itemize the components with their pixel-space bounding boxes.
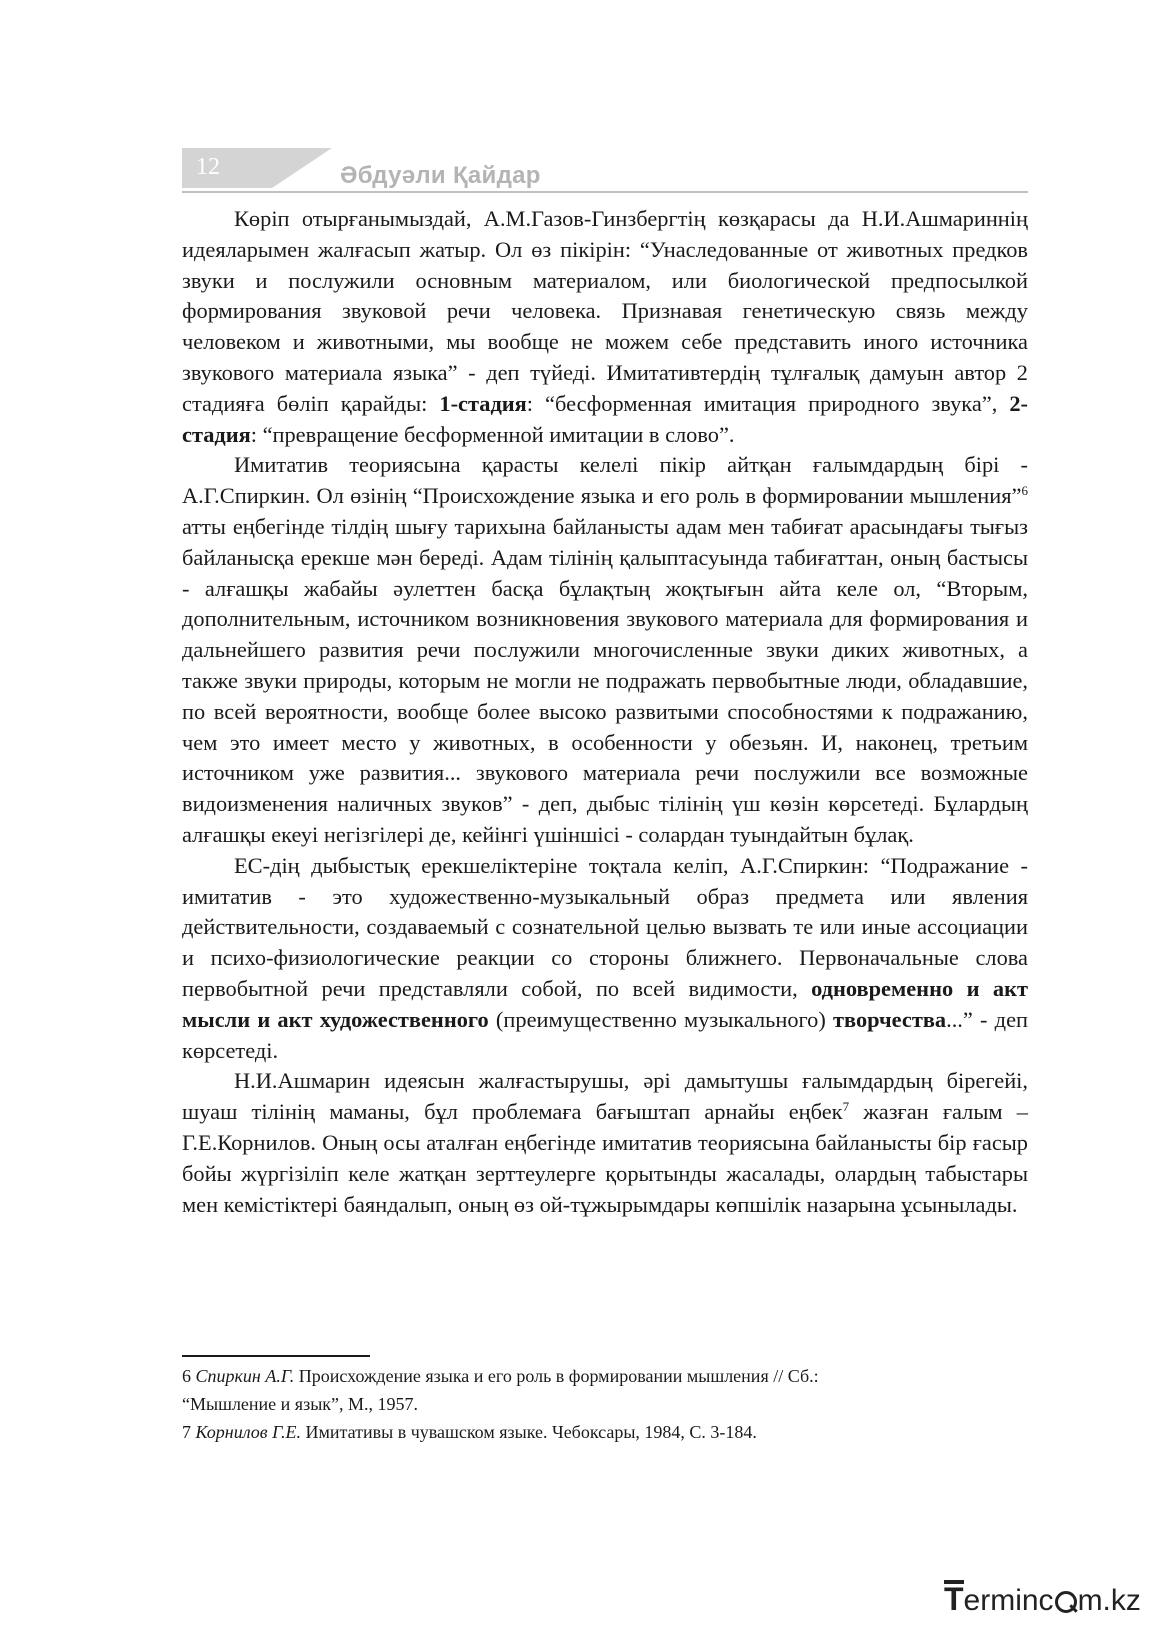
termincom-watermark-logo bbox=[944, 1580, 1144, 1620]
footnote-6-number: 6 bbox=[182, 1366, 196, 1386]
footnote-ref-6: 6 bbox=[1021, 483, 1028, 499]
paragraph-1-bold-stage-2: 2-стадия bbox=[182, 390, 1029, 447]
footnote-7-author: Корнилов Г.Е. bbox=[195, 1422, 301, 1442]
paragraph-1-bold-stage-1: 1-стадия bbox=[439, 390, 527, 416]
running-title: Әбдуәли Қайдар bbox=[340, 162, 541, 189]
paragraph-4-text-a: Н.И.Ашмарин идеясын жалғастырушы, әрі дамытушы ғалымдардың бірегейі, шуаш тілінің маманы, бұл проблемаға бағыштап арнайы еңбек bbox=[182, 1068, 1028, 1125]
paragraph-1-text-c: : “бесформенная имитация природного звука”, bbox=[526, 390, 1010, 416]
paragraph-3-bold-b: творчества bbox=[833, 1006, 947, 1032]
page-number-wedge bbox=[272, 148, 332, 188]
watermark-text-a: erminc bbox=[963, 1584, 1054, 1617]
paragraph-3 bbox=[182, 851, 1028, 1067]
footnote-6-author: Спиркин А.Г. bbox=[195, 1366, 295, 1386]
magnifier-icon bbox=[1055, 1591, 1077, 1613]
footnote-7 bbox=[182, 1418, 1028, 1446]
paragraph-1 bbox=[182, 204, 1028, 450]
footnotes bbox=[182, 1362, 1028, 1446]
paragraph-3-text-a: ЕС-дің дыбыстық ерекшеліктеріне тоқтала келіп, А.Г.Спиркин: “Подражание - имитатив - это художественно-музыкальный образ предмета или явления действительности, создаваемый с сознательной целью вызвать те или иные ассоциации и психо-физиологические реакции со стороны ближнего. Первоначальные слова первобытной речи представляли собой, по всей видимости, bbox=[182, 852, 1028, 1001]
watermark-t-glyph: T bbox=[944, 1581, 964, 1617]
footnote-7-text: Имитативы в чувашском языке. Чебоксары, 1984, С. 3-184. bbox=[300, 1422, 757, 1442]
paragraph-3-text-c: (преимущественно музыкального) bbox=[488, 1006, 834, 1032]
paragraph-1-text-d: : “превращение бесформенной имитации в слово”. bbox=[250, 421, 735, 447]
page-header bbox=[182, 148, 1028, 196]
footnote-6 bbox=[182, 1362, 1028, 1390]
paragraph-4 bbox=[182, 1066, 1028, 1220]
body-text bbox=[182, 204, 1028, 1220]
footnote-6-text: Происхождение языка и его роль в формировании мышления // Сб.: bbox=[294, 1366, 819, 1386]
footnote-ref-7: 7 bbox=[842, 1099, 850, 1115]
paragraph-2-text-b: атты еңбегінде тілдің шығу тарихына байланысты адам мен табиғат арасындағы тығыз байланысқа ерекше мән береді. Адам тілінің қалыптасуында табиғаттан, оның бастысы - алғашқы жабайы әулеттен басқа бұлақтың жоқтығын айта келе ол, “Вторым, дополнительным, источником возникновения звукового материала для формирования и дальнейшего развития речи послужили многочисленные звуки диких животных, а также звуки природы, которым не могли не подражать первобытные люди, обладавшие, по всей вероятности, вообще более высоко развитыми способностями к подражанию, чем это имеет место у животных, в особенности у обезьян. И, наконец, третьим источником уже развития... звукового материала речи послужили все возможные видоизменения наличных звуков” - деп, дыбыс тілінің үш көзін көрсетеді. Бұлардың алғашқы екеуі негізгілері де, кейінгі үшіншісі - солардан туындайтын бұлақ. bbox=[182, 513, 1028, 847]
paragraph-1-text-a: Көріп отырғанымыздай, А.М.Газов-Гинзбергтің көзқарасы да Н.И.Ашмариннің идеяларымен жалғасып жатыр. Ол өз пікірін: “Унаследованные от животных предков звуки и послужили основным материалом, или биологической предпосылкой формирования звуковой речи человека. Признавая генетическую связь между человеком и животными, мы вообще не можем себе представить иного источника звукового материала языка” - деп түйеді. Имитативтердің тұлғалық дамуын автор 2 стадияға бөліп қарайды: bbox=[182, 206, 1028, 416]
page-number: 12 bbox=[196, 154, 220, 180]
header-rule bbox=[182, 191, 1028, 193]
footnote-6-continued: “Мышление и язык”, М., 1957. bbox=[182, 1394, 419, 1414]
paragraph-2 bbox=[182, 450, 1028, 850]
footnote-rule bbox=[182, 1355, 370, 1357]
paragraph-3-text-d: ...” - деп көрсетеді. bbox=[182, 1006, 1028, 1063]
paragraph-3-bold-a: одновременно и акт мысли и акт художественного bbox=[182, 975, 1029, 1032]
paragraph-2-text-a: Имитатив теориясына қарасты келелі пікір айтқан ғалымдардың бірі - А.Г.Спиркин. Ол өзінің “Происхождение языка и его роль в формировании мышления” bbox=[182, 452, 1028, 509]
footnote-7-number: 7 bbox=[182, 1422, 196, 1442]
watermark-text-b: m.kz bbox=[1077, 1584, 1141, 1617]
paragraph-4-text-b: жазған ғалым – Г.Е.Корнилов. Оның осы аталған еңбегінде имитатив теориясына байланысты бір ғасыр бойы жүргізіліп келе жатқан зерттеулерге қорытынды жасалады, олардың табыстары мен кемістіктері баяндалып, оның өз ой-тұжырымдары көпшілік назарына ұсынылады. bbox=[182, 1099, 1028, 1217]
